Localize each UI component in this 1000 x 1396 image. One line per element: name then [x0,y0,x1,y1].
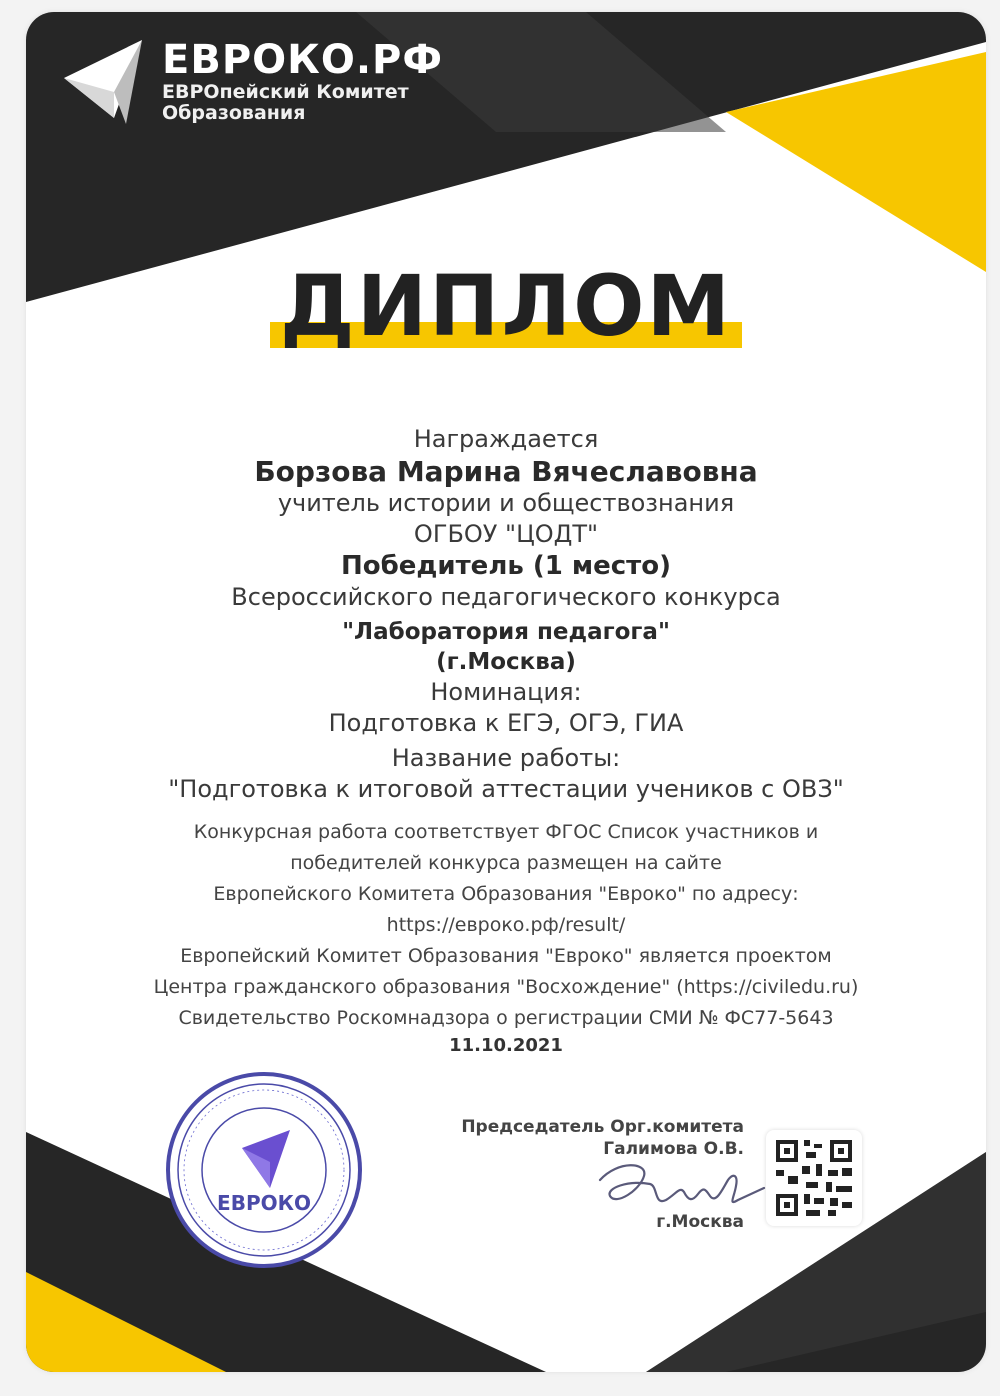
logo-icon [64,40,154,126]
qr-code [766,1130,862,1226]
contest-city: (г.Москва) [436,649,576,675]
note-line: победителей конкурса размещен на сайте [290,852,722,874]
issue-date: 11.10.2021 [449,1035,563,1056]
work-label: Название работы: [391,744,621,772]
brand-title: ЕВРОКО.РФ [162,37,444,83]
stamp-seal [164,1070,364,1270]
work-title: "Подготовка к итоговой аттестации учеников с ОВЗ" [168,775,844,803]
note-line: Конкурсная работа соответствует ФГОС Список участников и [193,821,819,843]
brand-subtitle-line1: ЕВРОпейский Комитет [162,81,409,103]
diploma-title: ДИПЛОМ [279,257,733,355]
nomination-value: Подготовка к ЕГЭ, ОГЭ, ГИА [328,709,684,737]
award-text [26,424,986,1058]
contest-name: "Лаборатория педагога" [342,619,670,645]
recipient-organization: ОГБОУ "ЦОДТ" [413,520,599,548]
brand-subtitle-line2: Образования [162,102,306,124]
recipient-position: учитель истории и обществознания [277,489,735,517]
note-line: Европейский Комитет Образования "Евроко" является проектом [180,945,832,967]
recipient-name: Борзова Марина Вячеславовна [254,455,758,488]
diploma-heading-wrap [26,257,986,355]
qr-code-icon [766,1130,862,1226]
note-line: Центра гражданского образования "Восхождение" (https://civiledu.ru) [153,976,859,998]
note-line-url: https://евроко.рф/result/ [386,914,626,936]
signatory-title: Председатель Орг.комитета [461,1117,744,1137]
diploma-heading [279,257,733,355]
note-line: Европейского Комитета Образования "Евроко" по адресу: [213,883,799,905]
stamp-label: ЕВРОКО [217,1191,311,1215]
brand-block [162,38,443,124]
contest-type: Всероссийского педагогического конкурса [231,583,781,611]
award-place: Победитель (1 место) [340,551,671,581]
signatory-city: г.Москва [656,1212,744,1232]
note-line: Свидетельство Роскомнадзора о регистрации СМИ № ФС77-5643 [178,1007,834,1029]
signatory-name: Галимова О.В. [603,1139,744,1159]
awarded-label: Награждается [413,425,599,453]
notes-block [26,817,986,1058]
diploma-card [26,12,986,1372]
nomination-label: Номинация: [430,678,582,706]
